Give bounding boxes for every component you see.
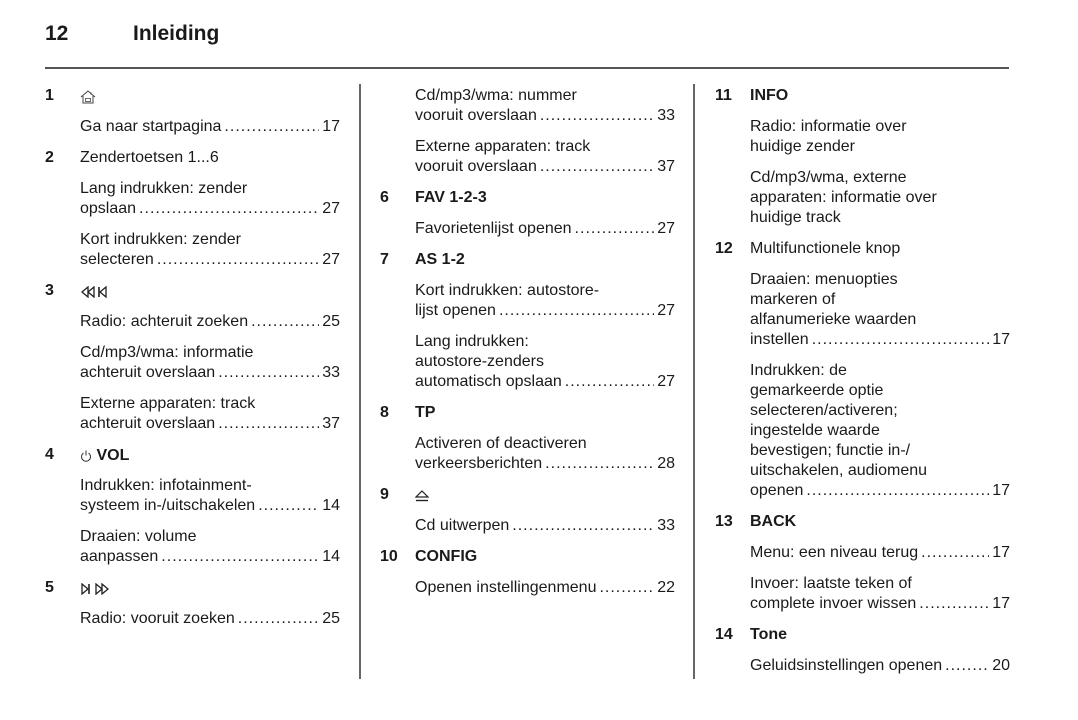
dot-leader [921,543,989,563]
item-label [80,578,110,599]
page-reference-link[interactable]: 14 [322,548,340,565]
item-number: 11 [715,87,732,104]
entry-line: Indrukken: infotainment- [80,477,252,494]
entry-line: Kort indrukken: zender [80,231,241,248]
legend-item [380,250,680,392]
item-label [80,281,110,302]
legend-item-header [715,86,1015,108]
legend-item-header [45,578,345,600]
dot-leader [512,516,654,536]
entry-text: automatisch opslaan [415,373,562,390]
dot-leader [919,594,989,614]
entry-reference-line [80,250,340,270]
entry-reference-line [80,363,340,383]
entry-line: autostore-zenders [415,353,544,370]
entry-reference-line [415,157,675,177]
entry-reference-line [80,312,340,332]
legend-item [380,188,680,239]
entry-line: Externe apparaten: track [415,138,591,155]
column-divider-2 [693,84,695,679]
entry-text: vooruit overslaan [415,158,537,175]
page-reference-link[interactable]: 17 [992,482,1010,499]
entry-text: openen [750,482,804,499]
item-label-text: INFO [750,87,789,104]
entry-description [750,117,1010,157]
entry-line: Cd/mp3/wma: informatie [80,344,254,361]
item-label-text: CONFIG [415,548,478,565]
legend-item-header [380,485,680,507]
entry-text: aanpassen [80,548,159,565]
entry-description [80,312,340,332]
page-reference-link[interactable]: 17 [992,331,1010,348]
page-reference-link[interactable]: 17 [322,118,340,135]
entry-text: lijst openen [415,302,496,319]
entry-description [415,578,675,598]
page-title: Inleiding [133,22,220,45]
legend-item [380,547,680,598]
entry-text: complete invoer wissen [750,595,917,612]
legend-item-header [380,250,680,272]
legend-item-header [715,239,1015,261]
entry-text: Cd uitwerpen [415,517,510,534]
page-reference-link[interactable]: 27 [657,302,675,319]
entry-line: uitschakelen, audiomenu [750,462,928,479]
item-number: 9 [380,486,389,503]
entry-reference-line [415,578,675,598]
page-reference-link[interactable]: 33 [657,517,675,534]
item-number: 8 [380,404,389,421]
dot-leader [540,106,654,126]
entry-line: Draaien: volume [80,528,197,545]
item-label [415,403,435,423]
page-reference-link[interactable]: 22 [657,579,675,596]
item-label-text: TP [415,404,436,421]
entry-line: Invoer: laatste teken of [750,575,912,592]
legend-item-header [380,547,680,569]
entry-text: Geluidsinstellingen openen [750,657,943,674]
legend-item [380,403,680,474]
power-icon [80,445,92,465]
item-number: 7 [380,251,389,268]
legend-item [45,86,345,137]
page-reference-link[interactable]: 37 [657,158,675,175]
page-reference-link[interactable]: 27 [657,220,675,237]
entry-reference-line [750,330,1010,350]
dot-leader [499,301,654,321]
legend-item-header [45,86,345,108]
entry-description [750,270,1010,350]
entry-reference-line [750,656,1010,676]
entry-text: achteruit overslaan [80,364,216,381]
entry-reference-line [415,301,675,321]
legend-item [715,86,1015,228]
dot-leader [258,496,319,516]
entry-line: bevestigen; functie in-/ [750,442,911,459]
column-middle [380,86,680,609]
entry-line: Lang indrukken: zender [80,180,248,197]
legend-item [45,445,345,567]
entry-text: systeem in-/uitschakelen [80,497,256,514]
seek-back-icon [80,281,110,301]
item-label [415,485,429,506]
page-reference-link[interactable]: 27 [322,251,340,268]
entry-line: apparaten: informatie over [750,189,937,206]
entry-text: selecteren [80,251,154,268]
item-label [750,512,796,532]
entry-description [415,86,675,126]
item-label [80,445,129,466]
item-label-text: Tone [750,626,788,643]
entry-description [415,434,675,474]
entry-line: Cd/mp3/wma, externe [750,169,907,186]
column-left [45,86,345,640]
dot-leader [218,414,319,434]
item-label [750,625,787,645]
dot-leader [224,117,319,137]
entry-line: Radio: informatie over [750,118,907,135]
entry-line: Cd/mp3/wma: nummer [415,87,577,104]
item-label-text: BACK [750,513,797,530]
entry-reference-line [750,481,1010,501]
item-label-text: FAV 1-2-3 [415,189,487,206]
item-label-text: VOL [96,447,130,464]
entry-text: vooruit overslaan [415,107,537,124]
entry-reference-line [415,516,675,536]
dot-leader [251,312,319,332]
dot-leader [575,219,655,239]
entry-line: Activeren of deactiveren [415,435,587,452]
item-number: 14 [715,626,733,643]
entry-text: achteruit overslaan [80,415,216,432]
dot-leader [157,250,319,270]
column-right [715,86,1015,687]
page-reference-link[interactable]: 25 [322,313,340,330]
entry-text: Radio: vooruit zoeken [80,610,235,627]
header-rule [45,67,1009,69]
dot-leader [540,157,654,177]
entry-text: verkeersberichten [415,455,543,472]
entry-description [80,230,340,270]
entry-text: Favorietenlijst openen [415,220,572,237]
entry-description [80,476,340,516]
dot-leader [599,578,654,598]
entry-description [80,609,340,629]
page-reference-link[interactable]: 27 [657,373,675,390]
entry-reference-line [415,372,675,392]
item-number: 13 [715,513,733,530]
page-reference-link[interactable]: 37 [322,415,340,432]
dot-leader [139,199,319,219]
legend-item-header [45,281,345,303]
entry-line: markeren of [750,291,836,308]
legend-item-header [715,625,1015,647]
entry-line: Indrukken: de [750,362,847,379]
legend-item [715,625,1015,676]
dot-leader [545,454,654,474]
dot-leader [945,656,989,676]
legend-item [380,485,680,536]
dot-leader [161,547,319,567]
page-reference-link[interactable]: 20 [992,657,1010,674]
item-label-text: Zendertoetsen 1...6 [80,149,219,166]
legend-item-header [45,148,345,170]
entry-text: Openen instellingenmenu [415,579,597,596]
entry-line: Kort indrukken: autostore- [415,282,600,299]
legend-item [45,148,345,270]
entry-description [415,516,675,536]
entry-description [80,117,340,137]
page-reference-link[interactable]: 14 [322,497,340,514]
entry-description [80,343,340,383]
legend-item-header [380,188,680,210]
page-number: 12 [45,22,69,45]
home-icon [80,86,96,106]
entry-reference-line [750,594,1010,614]
entry-line: Draaien: menuopties [750,271,898,288]
item-label [80,148,219,168]
item-label [415,547,477,567]
legend-item-header [715,512,1015,534]
legend-item [715,512,1015,614]
entry-text: Radio: achteruit zoeken [80,313,249,330]
entry-description [750,656,1010,676]
entry-reference-line [80,609,340,629]
entry-description [415,137,675,177]
column-divider-1 [359,84,361,679]
dot-leader [565,372,654,392]
item-number: 2 [45,149,54,166]
entry-line: gemarkeerde optie [750,382,884,399]
item-label-text: Multifunctionele knop [750,240,901,257]
entry-line: huidige zender [750,138,855,155]
page-reference-link[interactable]: 17 [992,595,1010,612]
entry-line: alfanumerieke waarden [750,311,917,328]
entry-line: Externe apparaten: track [80,395,256,412]
entry-description [80,394,340,434]
entry-description [415,281,675,321]
entry-line: huidige track [750,209,841,226]
eject-icon [415,485,429,505]
dot-leader [806,481,989,501]
item-number: 1 [45,87,54,104]
legend-item-header [380,403,680,425]
entry-description [415,219,675,239]
item-number: 10 [380,548,398,565]
item-label [415,250,465,270]
legend-item [45,281,345,434]
entry-description [750,543,1010,563]
entry-description [750,168,1010,228]
item-number: 6 [380,189,389,206]
entry-reference-line [80,496,340,516]
dot-leader [238,609,319,629]
dot-leader [218,363,319,383]
entry-line: ingestelde waarde [750,422,880,439]
legend-item [715,239,1015,501]
dot-leader [812,330,990,350]
entry-reference-line [80,547,340,567]
entry-description [415,332,675,392]
entry-reference-line [415,454,675,474]
page-reference-link[interactable]: 33 [657,107,675,124]
seek-forward-icon [80,578,110,598]
entry-line: Lang indrukken: [415,333,529,350]
page-reference-link[interactable]: 28 [657,455,675,472]
item-number: 12 [715,240,733,257]
page-reference-link[interactable]: 27 [322,200,340,217]
page-reference-link[interactable]: 33 [322,364,340,381]
item-number: 4 [45,446,54,463]
legend-item [45,578,345,629]
entry-reference-line [80,199,340,219]
entry-reference-line [415,106,675,126]
entry-description [80,179,340,219]
legend-item [380,86,680,177]
item-label [750,239,900,259]
entry-text: instellen [750,331,809,348]
entry-text: Ga naar startpagina [80,118,222,135]
page-reference-link[interactable]: 17 [992,544,1010,561]
entry-reference-line [80,414,340,434]
entry-text: opslaan [80,200,137,217]
entry-reference-line [750,543,1010,563]
entry-reference-line [415,219,675,239]
entry-description [750,361,1010,501]
entry-line: selecteren/activeren; [750,402,898,419]
item-number: 3 [45,282,54,299]
item-label [750,86,788,106]
item-label [80,86,96,107]
entry-text: Menu: een niveau terug [750,544,919,561]
legend-item-header [45,445,345,467]
entry-reference-line [80,117,340,137]
entry-description [80,527,340,567]
item-label [415,188,487,208]
entry-description [750,574,1010,614]
item-label-text: AS 1-2 [415,251,465,268]
page-reference-link[interactable]: 25 [322,610,340,627]
item-number: 5 [45,579,54,596]
